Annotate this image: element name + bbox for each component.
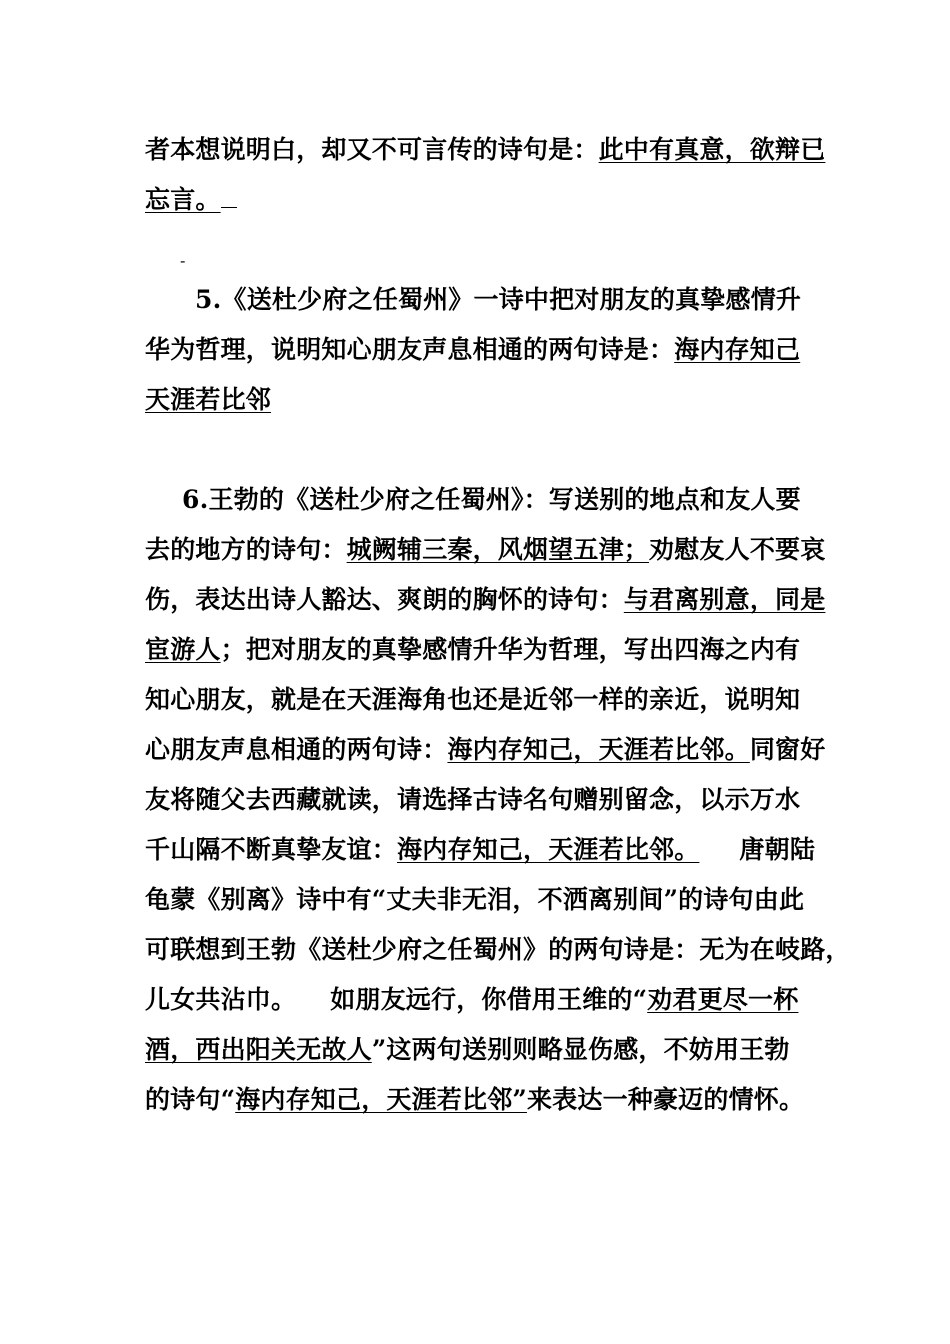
q6-text: 的诗句“ bbox=[145, 1085, 236, 1114]
answer-underlined: 酒，西出阳关无故人 bbox=[145, 1035, 372, 1064]
q6-text: ；把对朋友的真挚感情升华为哲理，写出四海之内有 bbox=[220, 635, 801, 664]
q6-line-8 bbox=[145, 835, 815, 865]
q6-line-6 bbox=[145, 735, 825, 765]
q6-line-7: 友将随父去西藏就读，请选择古诗名句赠别留念，以示万水 bbox=[145, 785, 801, 814]
answer-underlined: 海内存知己，天涯若比邻。 bbox=[447, 735, 750, 764]
q6-text: 劝慰友人不要哀 bbox=[649, 535, 826, 564]
answer-underlined: 海内存知己，天涯若比邻” bbox=[235, 1085, 527, 1114]
q6-text: 同窗好 bbox=[749, 735, 826, 764]
q6-line-1: 6.王勃的《送杜少府之任蜀州》：写送别的地点和友人要 bbox=[182, 485, 801, 514]
q6-line-9: 龟蒙《别离》诗中有“丈夫非无泪，不洒离别间”的诗句由此 bbox=[145, 885, 805, 914]
q6-text: 心朋友声息相通的两句诗： bbox=[145, 735, 448, 764]
prev-line-2 bbox=[145, 185, 237, 215]
answer-underlined: 忘言。 bbox=[145, 185, 221, 214]
answer-underlined: 宦游人 bbox=[145, 635, 221, 664]
q6-line-13 bbox=[145, 1085, 804, 1115]
answer-underlined: 海内存知己 bbox=[674, 335, 801, 364]
q6-text: 如朋友远行，你借用王维的“ bbox=[330, 985, 648, 1014]
q6-text: 来表达一种豪迈的情怀。 bbox=[526, 1085, 805, 1114]
q6-text: 千山隔不断真挚友谊： bbox=[145, 835, 398, 864]
q6-text: 唐朝陆 bbox=[739, 835, 816, 864]
answer-underlined: 天涯若比邻 bbox=[145, 385, 272, 414]
q5-line-2-text: 华为哲理，说明知心朋友声息相通的两句诗是： bbox=[145, 335, 675, 364]
q5-line-3 bbox=[145, 385, 271, 415]
dash-mark: - bbox=[180, 251, 186, 270]
q6-line-4 bbox=[145, 635, 800, 665]
q6-line-12 bbox=[145, 1035, 790, 1065]
prev-line-1-text: 者本想说明白，却又不可言传的诗句是： bbox=[145, 135, 599, 164]
q6-line-11 bbox=[145, 985, 798, 1015]
q6-line-5: 知心朋友，就是在天涯海角也还是近邻一样的亲近，说明知 bbox=[145, 685, 801, 714]
answer-underlined: 城阙辅三秦，风烟望五津； bbox=[346, 535, 650, 564]
q6-text: 伤，表达出诗人豁达、爽朗的胸怀的诗句： bbox=[145, 585, 624, 614]
q6-line-2 bbox=[145, 535, 825, 565]
q6-text: 去的地方的诗句： bbox=[145, 535, 347, 564]
q6-text: ”这两句送别则略显伤感，不妨用王勃 bbox=[371, 1035, 790, 1064]
answer-underlined: 此中有真意，欲辩已 bbox=[598, 135, 826, 164]
answer-underlined: 劝君更尽一杯 bbox=[647, 985, 799, 1014]
answer-underlined: 海内存知己，天涯若比邻。 bbox=[397, 835, 700, 864]
q6-text: 儿女共沾巾。 bbox=[145, 985, 297, 1014]
answer-underlined: 与君离别意，同是 bbox=[623, 585, 826, 614]
q6-line-3 bbox=[145, 585, 825, 615]
q6-line-10: 可联想到王勃《送杜少府之任蜀州》的两句诗是：无为在岐路， bbox=[145, 935, 851, 964]
q5-line-1: 5.《送杜少府之任蜀州》一诗中把对朋友的真挚感情升 bbox=[195, 285, 802, 314]
prev-line-1 bbox=[145, 135, 825, 165]
q5-line-2 bbox=[145, 335, 800, 365]
